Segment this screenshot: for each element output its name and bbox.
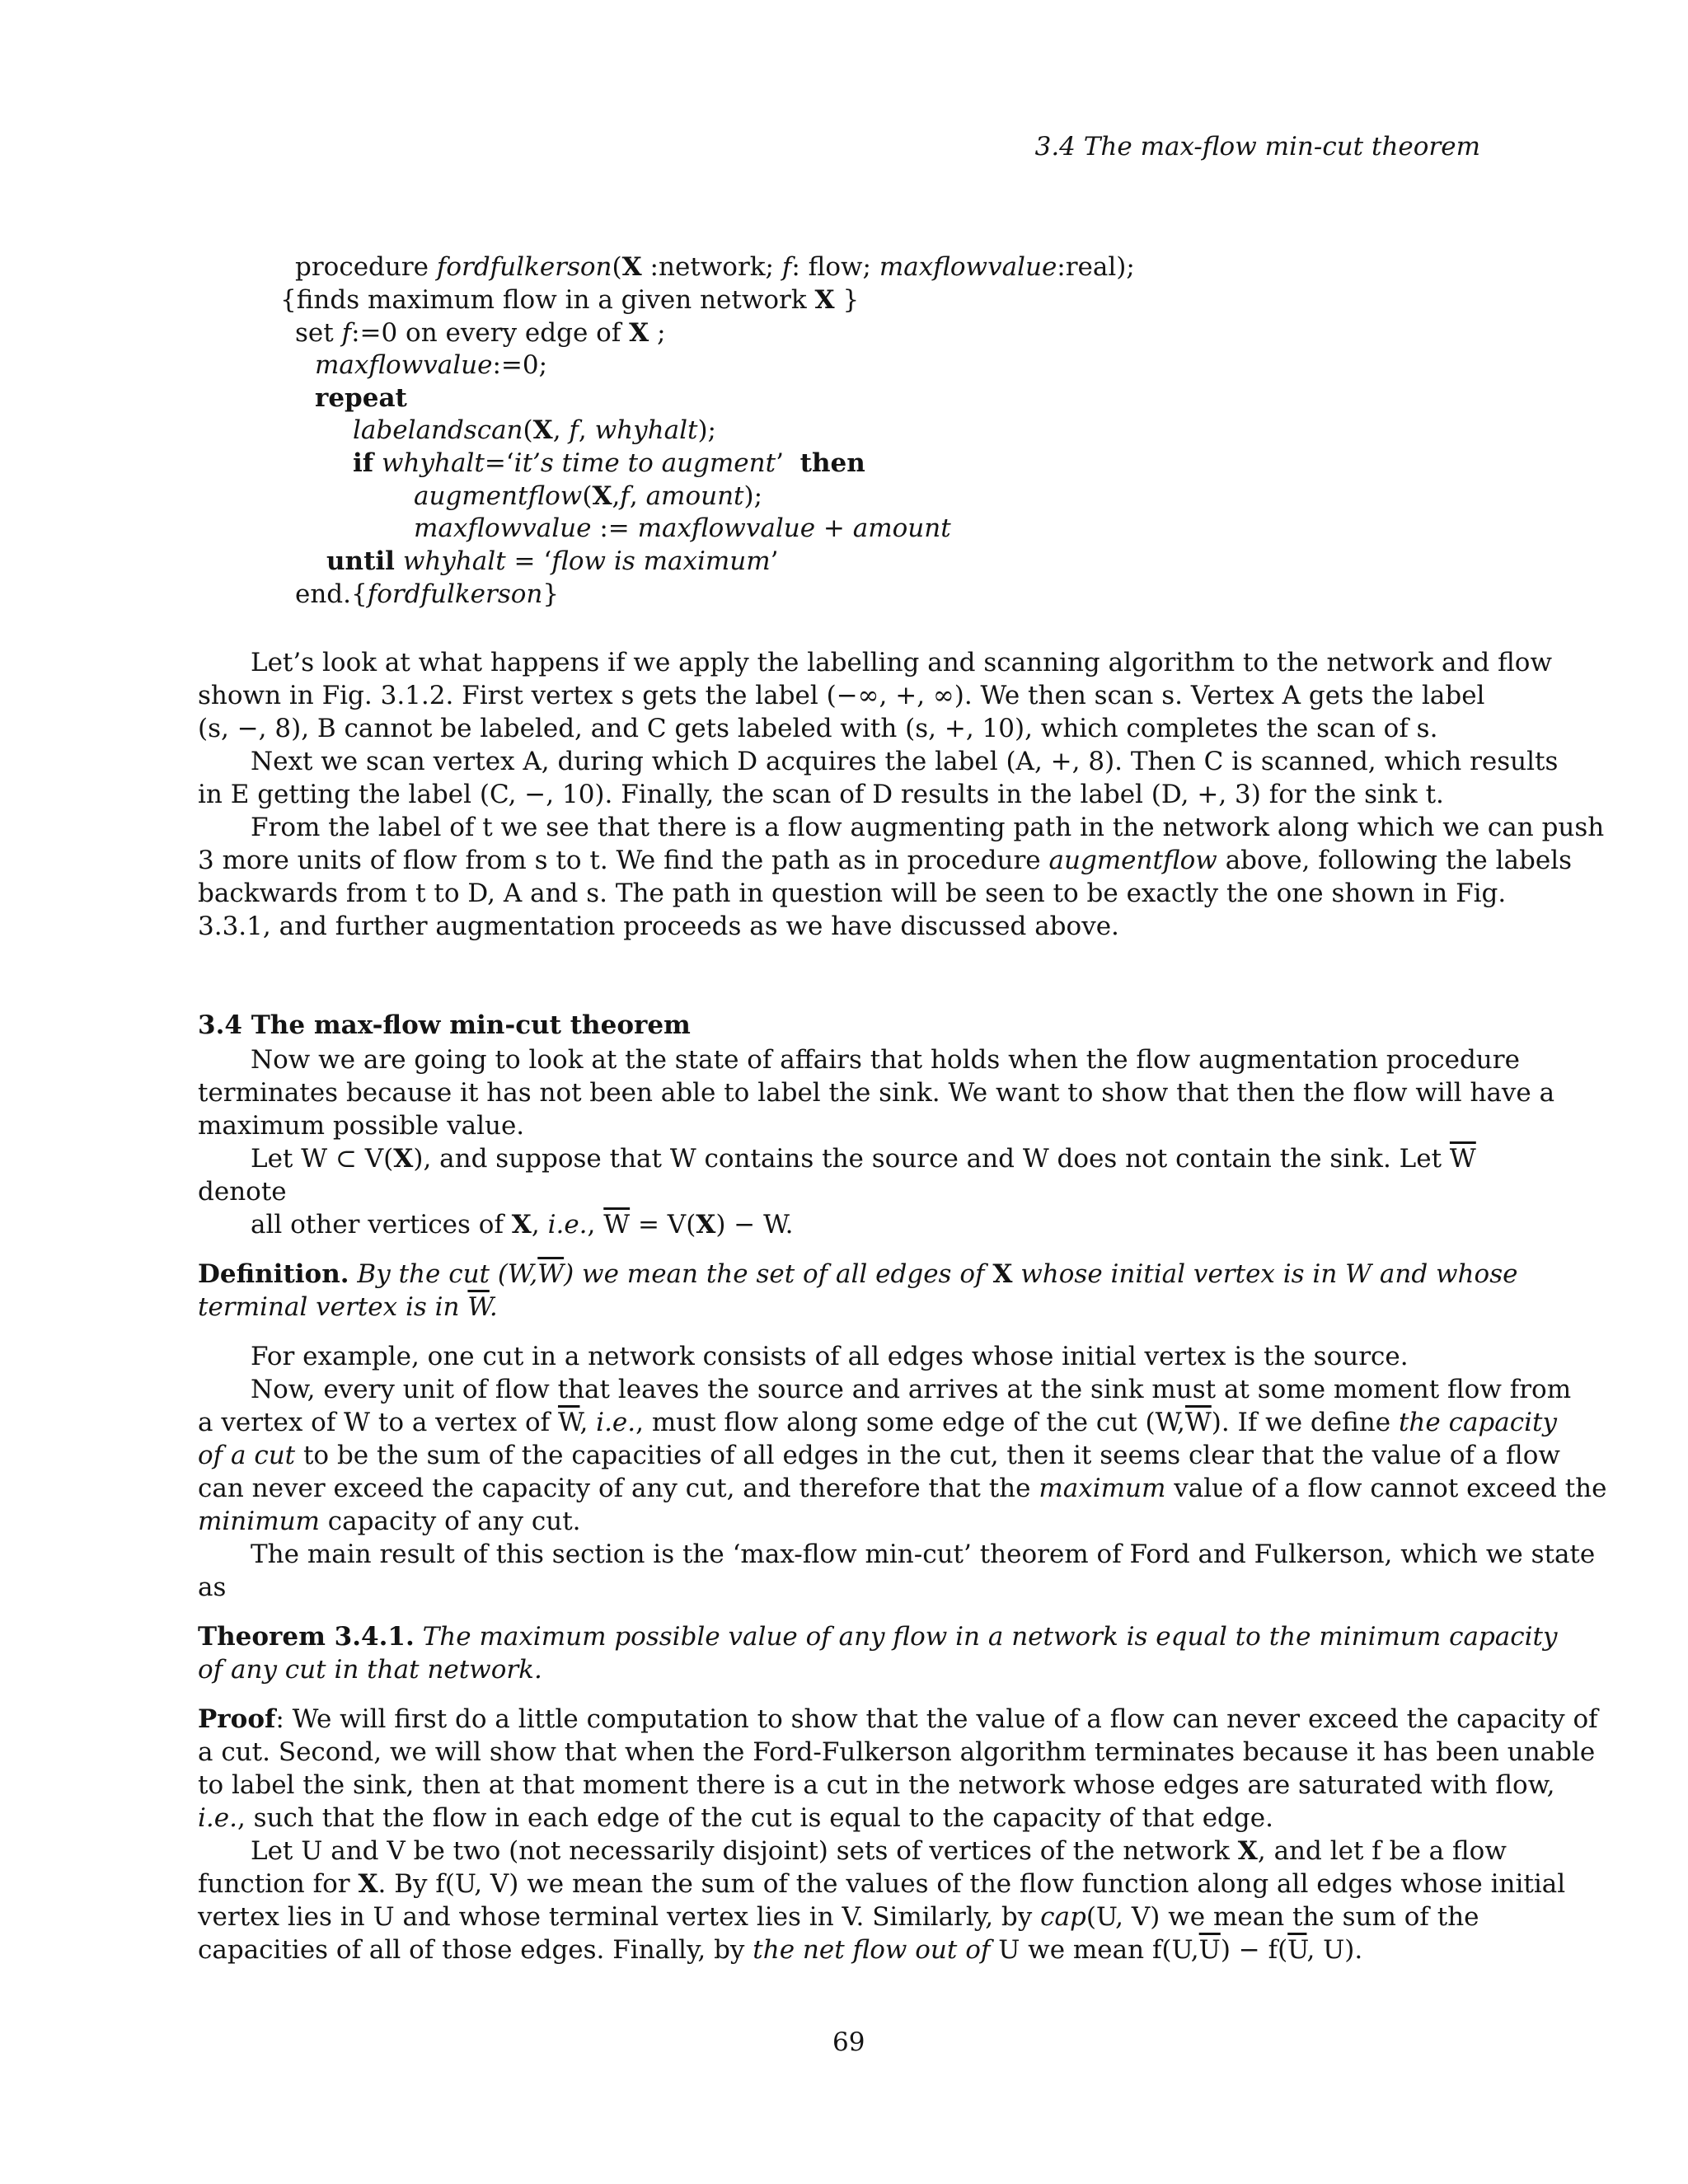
proc-line-10: until whyhalt = ‘flow is maximum’ — [326, 546, 779, 576]
theorem-label: Theorem 3.4.1. — [198, 1622, 415, 1652]
proc-line-11: end.{fordfulkerson} — [295, 579, 560, 609]
running-head: 3.4 The max-flow min-cut theorem — [1034, 132, 1480, 162]
proc-line-7: if whyhalt=‘it’s time to augment’ then — [353, 448, 865, 478]
definition-label: Definition. — [198, 1259, 349, 1289]
proof-label: Proof — [198, 1704, 276, 1734]
proc-line-9: maxflowvalue := maxflowvalue + amount — [414, 513, 951, 543]
proc-line-6: labelandscan(X, f, whyhalt); — [353, 415, 716, 445]
proc-line-2: {finds maximum flow in a given network X } — [280, 285, 860, 315]
proc-line-1: procedure fordfulkerson(X :network; f: flow; maxflowvalue:real); — [295, 252, 1135, 282]
section-heading: 3.4 The max-flow min-cut theorem — [198, 1010, 691, 1040]
proc-line-4: maxflowvalue:=0; — [315, 350, 548, 380]
proc-line-3: set f:=0 on every edge of X ; — [295, 318, 666, 348]
proc-line-8: augmentflow(X,f, amount); — [414, 481, 763, 511]
document-page: 3.4 The max-flow min-cut theorem procedure fordfulkerson(X :network; f: flow; maxflowvalue:real); {finds maximum flow in a given network X } set f:=0 on every edge of X ; maxflowvalue:=0; repeat labelandscan(X, f, whyhalt); if whyhalt=‘it’s time to augment’ then augmentflow(X,f, amount); maxflowvalue := maxflowvalue + amount until whyhalt = ‘flow is maximum’ end.{fordfulkerson} Let’s look at what happens if we apply the labelling and scanning algorithm to the network and flow shown in Fig. 3.1.2. First vertex s gets the label (−∞, +, ∞). We then scan s. Vertex A gets the label (s, −, 8), B cannot be labeled, and C gets labeled with (s, +, 10), which completes the scan of s. Next we scan vertex A, during which D acquires the label (A, +, 8). Then C is scanned, which results in E getting the label (C, −, 10). Finally, the scan of D results in the label (D, +, 3) for the sink t. From the label of t we see that there is a flow augmenting path in the network along which we can push 3 more units of flow from s to t. We find the path as in procedure augmentflow above, following the labels backwards from t to D, A and s. The path in question will be seen to be exactly the one shown in Fig. 3.3.1, and further augmentation proceeds as we have discussed above. 3.4 The max-flow min-cut theorem Now we are going to look at the state of affairs that holds when the flow augmentation procedure terminates because it has not been able to label the sink. We want to show that then the flow will have a maximum possible value. Let W ⊂ V(X), and suppose that W contains the source and W does not contain the sink. Let $\overline{W}$ denote all other vertices of X, i.e., $\overline{W} = V(X) - W$. Definition. By the cut $(W,\overline{W})$ we mean the set of all edges of X whose initial vertex is in W and whose terminal vertex is in $\overline{W}$. For example, one cut in a network consists of all edges whose initial vertex is the source. Now, every unit of flow that leaves the source and arrives at the sink must at some moment flow from a vertex of W to a vertex of $\overline{W}$, i.e., must flow along some edge of the cut $(W,\overline{W})$. If we define the capacity of a cut to be the sum of the capacities of all edges in the cut, then it seems clear that the value of a flow can never exceed the capacity of any cut, and therefore that the maximum value of a flow cannot exceed the minimum capacity of any cut. The main result of this section is the ‘max-flow min-cut’ theorem of Ford and Fulkerson, which we state as Theorem 3.4.1. The maximum possible value of any flow in a network is equal to the minimum capacity of any cut in that network. Proof: We will first do a little computation to show that the value of a flow can never exceed the capacity of a cut. Second, we will show that when the Ford-Fulkerson algorithm terminates because it has been unable to label the sink, then at that moment there is a cut in the network whose edges are saturated with flow, i.e., such that the flow in each edge of the cut is equal to the capacity of that edge. Let U and V be two (not necessarily disjoint) sets of vertices of the network X, and let f be a flow function for X. By f(U, V) we mean the sum of the values of the flow function along all edges whose initial vertex lies in U and whose terminal vertex lies in V. Similarly, by cap(U, V) we mean the sum of the capacities of all of those edges. Finally, by the net flow out of U we mean $f(U,\overline{U}) - f(\overline{U}$, U). 69 — [198, 132, 1607, 2057]
page-number: 69 — [832, 2027, 865, 2057]
proc-line-5: repeat — [315, 383, 407, 413]
